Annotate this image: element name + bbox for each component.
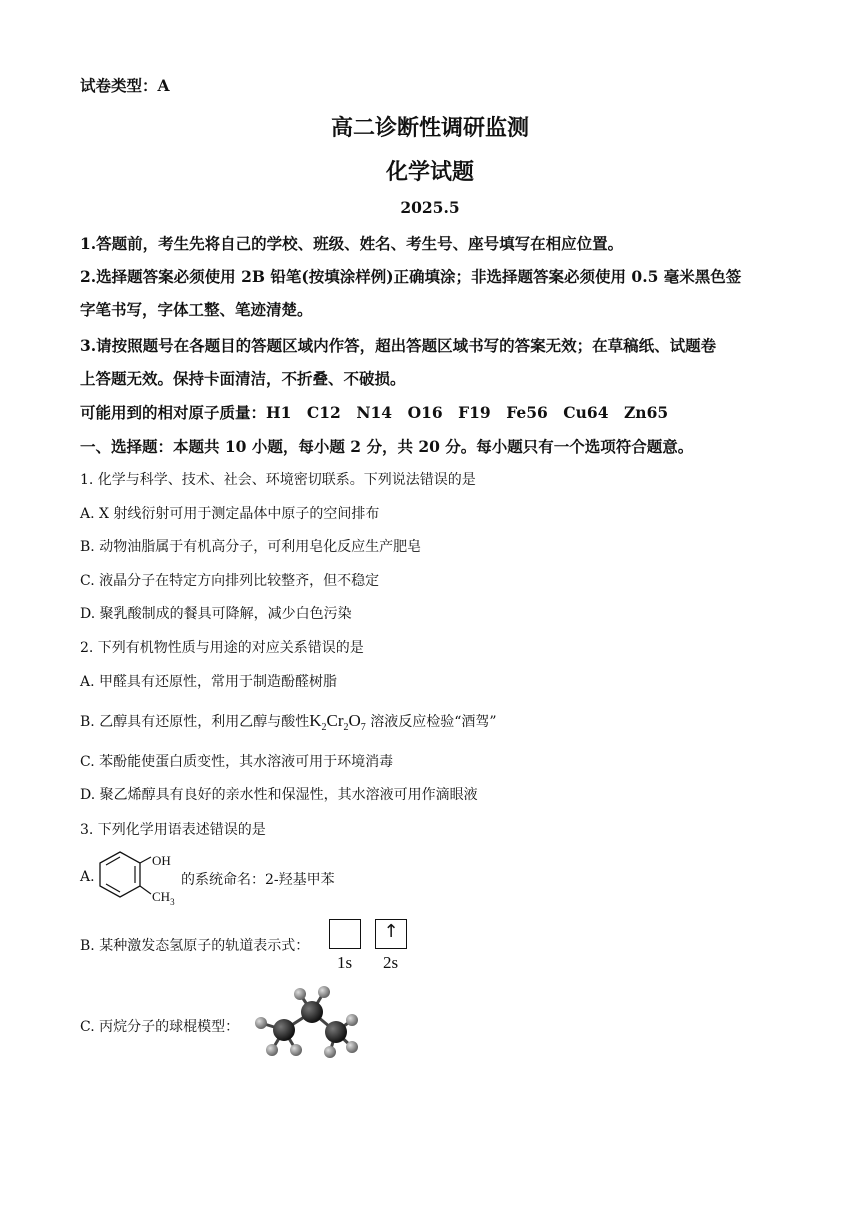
q2-stem: 2. 下列有机物性质与用途的对应关系错误的是 <box>80 640 364 656</box>
instruction-2: 2.选择题答案必须使用 2B 铅笔(按填涂样例)正确填涂；非选择题答案必须使用 0.5 毫米黑色签 <box>80 267 742 286</box>
spin-up-arrow-icon: ↑ <box>383 921 399 942</box>
orbital-2s-box <box>375 919 407 949</box>
q1-option-c: C. 液晶分子在特定方向排列比较整齐，但不稳定 <box>80 573 380 589</box>
q2-option-c: C. 苯酚能使蛋白质变性，其水溶液可用于环境消毒 <box>80 754 394 770</box>
q3-option-b-text: B. 某种激发态氢原子的轨道表示式： <box>80 938 310 954</box>
subject-title: 化学试题 <box>385 159 474 185</box>
q2-option-b <box>80 711 497 733</box>
oh-group-label: OH <box>152 853 171 868</box>
q1-stem: 1. 化学与科学、技术、社会、环境密切联系。下列说法错误的是 <box>80 472 476 488</box>
section-heading: 一、选择题：本题共 10 小题，每小题 2 分，共 20 分。每小题只有一个选项符合题意。 <box>80 437 694 456</box>
orbital-2s-label: 2s <box>383 953 399 972</box>
q3-stem: 3. 下列化学用语表述错误的是 <box>80 822 266 838</box>
instruction-3: 3.请按照题号在各题目的答题区域内作答，超出答题区域书写的答案无效；在草稿纸、试题卷 <box>80 336 717 355</box>
q1-option-b: B. 动物油脂属于有机高分子，可利用皂化反应生产肥皂 <box>80 539 422 555</box>
paper-type: 试卷类型：A <box>80 76 170 95</box>
atomic-masses: 可能用到的相对原子质量：H1 C12 N14 O16 F19 Fe56 Cu64 Zn65 <box>80 403 669 422</box>
q2-option-b-post: 溶液反应检验“酒驾” <box>370 714 497 730</box>
propane-ball-stick-model <box>248 982 368 1062</box>
orbital-1s-label: 1s <box>337 953 353 972</box>
page-title: 高二诊断性调研监测 <box>330 115 529 141</box>
q3-option-a-text: 的系统命名：2-羟基甲苯 <box>181 872 335 888</box>
ch3-group-label: $CH_3$ <box>152 889 175 907</box>
q2-option-a: A. 甲醛具有还原性，常用于制造酚醛树脂 <box>80 674 338 690</box>
q1-option-d: D. 聚乳酸制成的餐具可降解，减少白色污染 <box>80 606 352 622</box>
exam-date: 2025.5 <box>400 198 460 217</box>
q2-option-b-pre: B. 乙醇具有还原性，利用乙醇与酸性 <box>80 714 310 730</box>
q3-option-a-label: A. <box>80 869 95 885</box>
orbital-1s-box <box>329 919 361 949</box>
q3-option-c-text: C. 丙烷分子的球棍模型： <box>80 1019 240 1035</box>
instruction-2-cont: 字笔书写，字体工整、笔迹清楚。 <box>80 300 313 319</box>
instruction-1: 1.答题前，考生先将自己的学校、班级、姓名、考生号、座号填写在相应位置。 <box>80 234 624 253</box>
q2-option-d: D. 聚乙烯醇具有良好的亲水性和保湿性，其水溶液可用作滴眼液 <box>80 787 478 803</box>
q1-option-a: A. X 射线衍射可用于测定晶体中原子的空间排布 <box>80 506 380 522</box>
instruction-3-cont: 上答题无效。保持卡面清洁，不折叠、不破损。 <box>80 369 406 388</box>
dichromate-formula: $K_2Cr_2O_7$ <box>309 711 366 733</box>
